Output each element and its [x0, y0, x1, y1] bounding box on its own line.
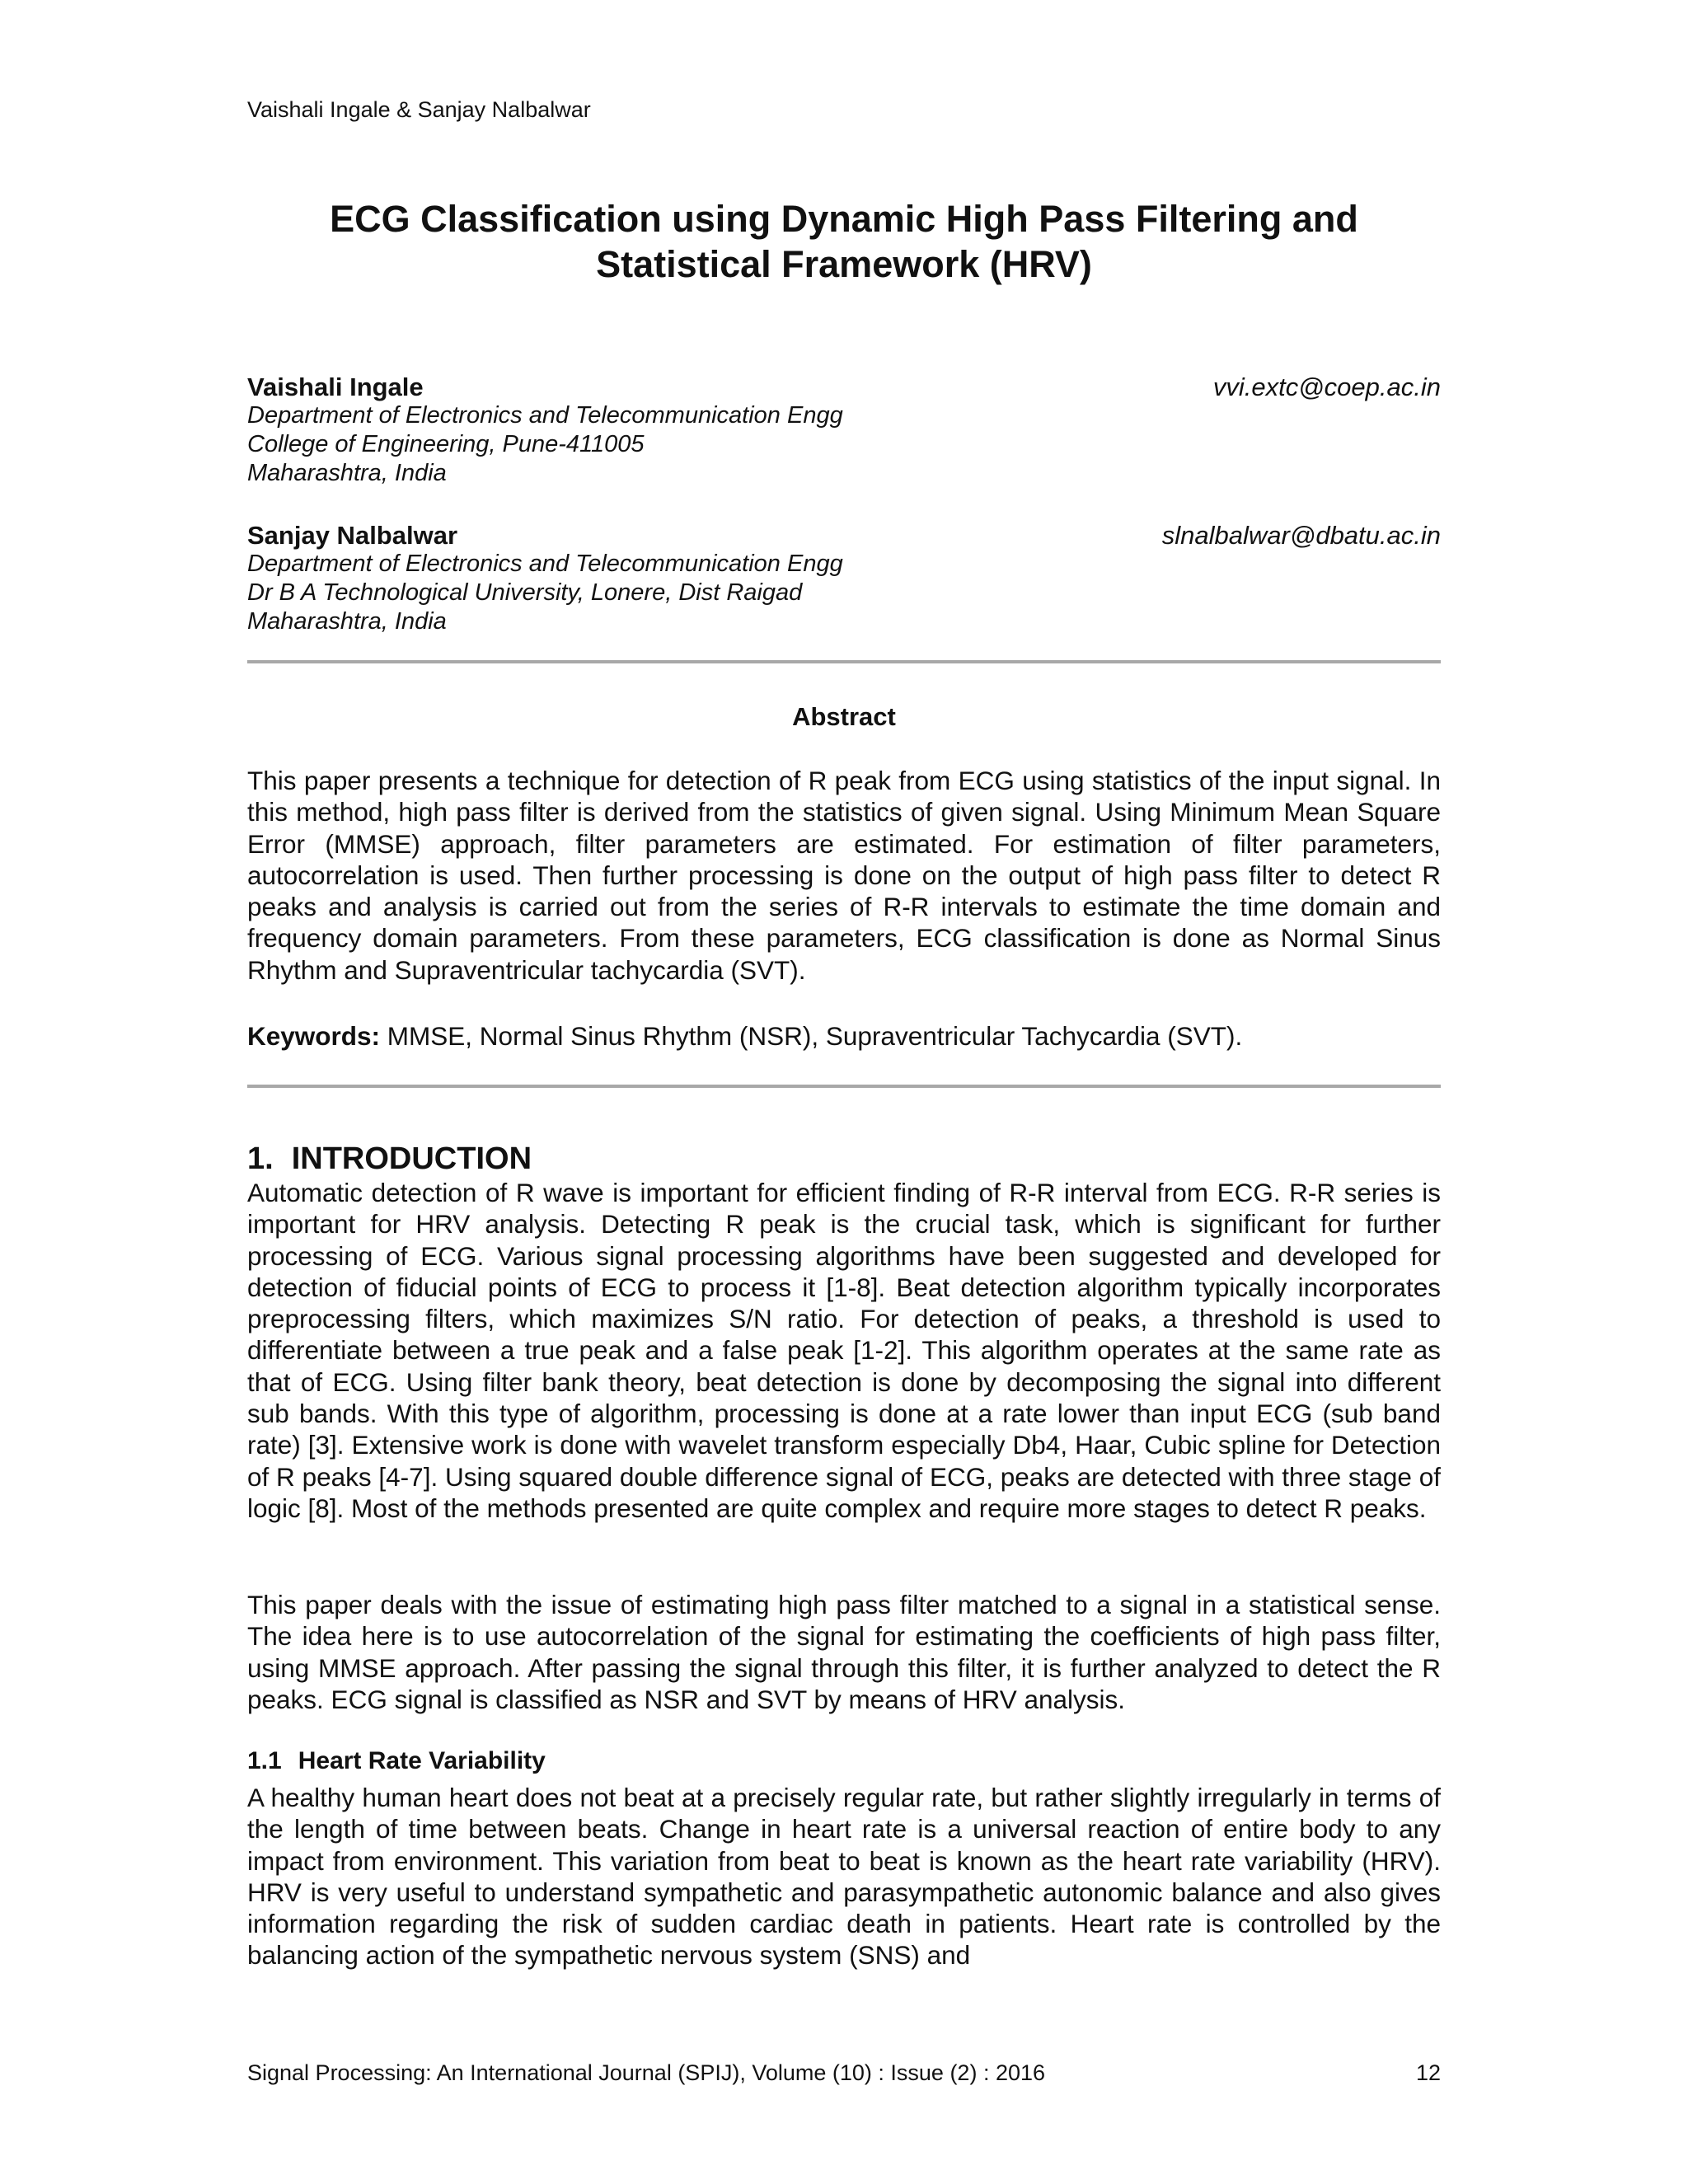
divider-rule: [247, 1085, 1441, 1088]
intro-paragraph-2: This paper deals with the issue of estimating high pass filter matched to a signal in a statistical sense. The idea here is to use autocorrelation of the signal for estimating the coefficients of high pass filter, using MMSE approach. After passing the signal through this filter, it is further analyzed to detect the R peaks. ECG signal is classified as NSR and SVT by means of HRV analysis.: [247, 1590, 1441, 1714]
author-email: vvi.extc@coep.ac.in: [1212, 373, 1441, 401]
title-line-1: ECG Classification using Dynamic High Pass Filtering and: [330, 198, 1358, 240]
author-name: Vaishali Ingale: [247, 373, 424, 401]
running-head: Vaishali Ingale & Sanjay Nalbalwar: [247, 97, 591, 122]
subsection-number: 1.1: [247, 1747, 282, 1774]
author-block-2: [247, 521, 1441, 636]
keywords-text: MMSE, Normal Sinus Rhythm (NSR), Supraventricular Tachycardia (SVT).: [380, 1021, 1243, 1051]
author-affiliation-line: Department of Electronics and Telecommunication Engg: [247, 551, 843, 577]
subsection-title: Heart Rate Variability: [298, 1747, 546, 1774]
section-heading: [247, 1141, 532, 1177]
title-line-2: Statistical Framework (HRV): [596, 243, 1092, 285]
subsection-heading: [247, 1747, 546, 1775]
paper-title: [247, 196, 1441, 287]
paper-page: [247, 0, 1441, 2184]
abstract-heading: Abstract: [792, 702, 896, 731]
author-block-1: [247, 373, 1441, 488]
divider-rule: [247, 660, 1441, 663]
footer-journal: Signal Processing: An International Journal (SPIJ), Volume (10) : Issue (2) : 2016: [247, 2060, 1046, 2085]
intro-paragraph-1: Automatic detection of R wave is important for efficient finding of R-R interval from ECG. R-R series is important for HRV analysis. Detecting R peak is the crucial task, which is significant for further processing of ECG. Various signal processing algorithms have been suggested and developed for detection of fiducial points of ECG to process it [1-8]. Beat detection algorithm typically incorporates preprocessing filters, which maximizes S/N ratio. For detection of peaks, a threshold is used to differentiate between a true peak and a false peak [1-2]. This algorithm operates at the same rate as that of ECG. Using filter bank theory, beat detection is done by decomposing the signal into different sub bands. With this type of algorithm, processing is done at a rate lower than input ECG (sub band rate) [3]. Extensive work is done with wavelet transform especially Db4, Haar, Cubic spline for Detection of R peaks [4-7]. Using squared double difference signal of ECG, peaks are detected with three stage of logic [8]. Most of the methods presented are quite complex and require more stages to detect R peaks.: [247, 1178, 1441, 1523]
page-footer: [247, 2060, 1441, 2086]
author-email: slnalbalwar@dbatu.ac.in: [1161, 521, 1441, 550]
author-name: Sanjay Nalbalwar: [247, 521, 458, 550]
author-affiliation-line: Department of Electronics and Telecommunication Engg: [247, 402, 843, 429]
author-affiliation-line: Maharashtra, India: [247, 608, 447, 635]
page-number: 12: [1415, 2060, 1441, 2085]
section-title: INTRODUCTION: [291, 1141, 532, 1176]
keywords-label: Keywords:: [247, 1021, 381, 1051]
abstract-text: This paper presents a technique for detection of R peak from ECG using statistics of the input signal. In this method, high pass filter is derived from the statistics of given signal. Using Minimum Mean Square Error (MMSE) approach, filter parameters are estimated. For estimation of filter parameters, autocorrelation is used. Then further processing is done on the output of high pass filter to detect R peaks and analysis is carried out from the series of R-R intervals to estimate the time domain and frequency domain parameters. From these parameters, ECG classification is done as Normal Sinus Rhythm and Supraventricular tachycardia (SVT).: [247, 766, 1441, 985]
keywords: [247, 1020, 1441, 1052]
author-affiliation-line: College of Engineering, Pune-411005: [247, 431, 645, 457]
section-number: 1.: [247, 1141, 274, 1176]
hrv-paragraph: A healthy human heart does not beat at a precisely regular rate, but rather slightly irregularly in terms of the length of time between beats. Change in heart rate is a universal reaction of entire body to any impact from environment. This variation from beat to beat is known as the heart rate variability (HRV). HRV is very useful to understand sympathetic and parasympathetic autonomic balance and also gives information regarding the risk of sudden cardiac death in patients. Heart rate is controlled by the balancing action of the sympathetic nervous system (SNS) and: [247, 1783, 1441, 1971]
author-affiliation-line: Dr B A Technological University, Lonere, Dist Raigad: [247, 579, 803, 606]
author-affiliation-line: Maharashtra, India: [247, 460, 447, 486]
